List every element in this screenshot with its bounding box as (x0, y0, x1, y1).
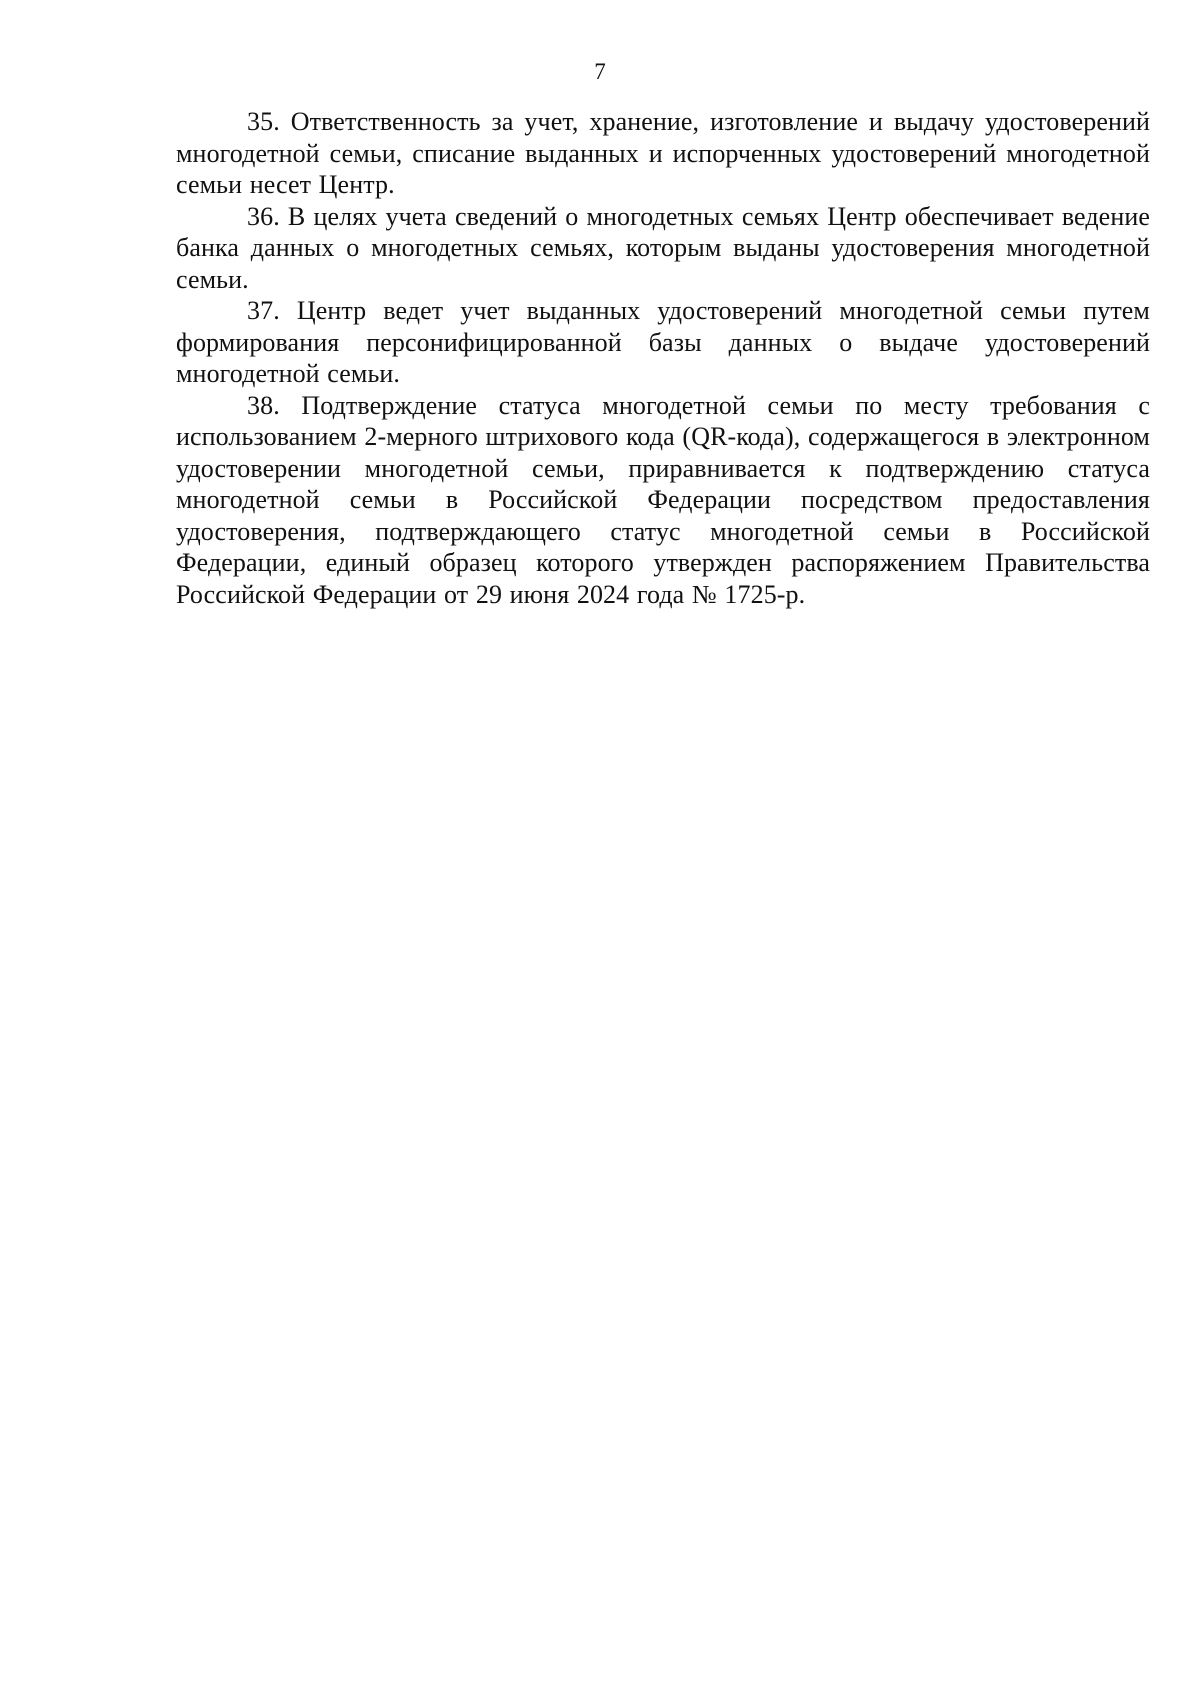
document-body (176, 106, 1150, 610)
paragraph-35: 35. Ответственность за учет, хранение, изготовление и выдачу удостоверений многодетной семьи, списание выданных и испорченных удостоверений многодетной семьи несет Центр. (176, 107, 1150, 199)
paragraph-38: 38. Подтверждение статуса многодетной семьи по месту требования с использованием 2-мерного штрихового кода (QR-кода), содержащегося в электронном удостоверении многодетной семьи, приравнивается к подтверждению статуса многодетной семьи в Российской Федерации посредством предоставления удостоверения, подтверждающего статус многодетной семьи в Российской Федерации, единый образец которого утвержден распоряжением Правительства Российской Федерации от 29 июня 2024 года № 1725-р. (176, 390, 1150, 609)
paragraph-37: 37. Центр ведет учет выданных удостоверений многодетной семьи путем формирования персонифицированной базы данных о выдаче удостоверений многодетной семьи. (176, 296, 1150, 388)
page-number: 7 (594, 59, 606, 84)
paragraph-36: 36. В целях учета сведений о многодетных семьях Центр обеспечивает ведение банка данных о многодетных семьях, которым выданы удостоверения многодетной семьи. (176, 201, 1150, 294)
